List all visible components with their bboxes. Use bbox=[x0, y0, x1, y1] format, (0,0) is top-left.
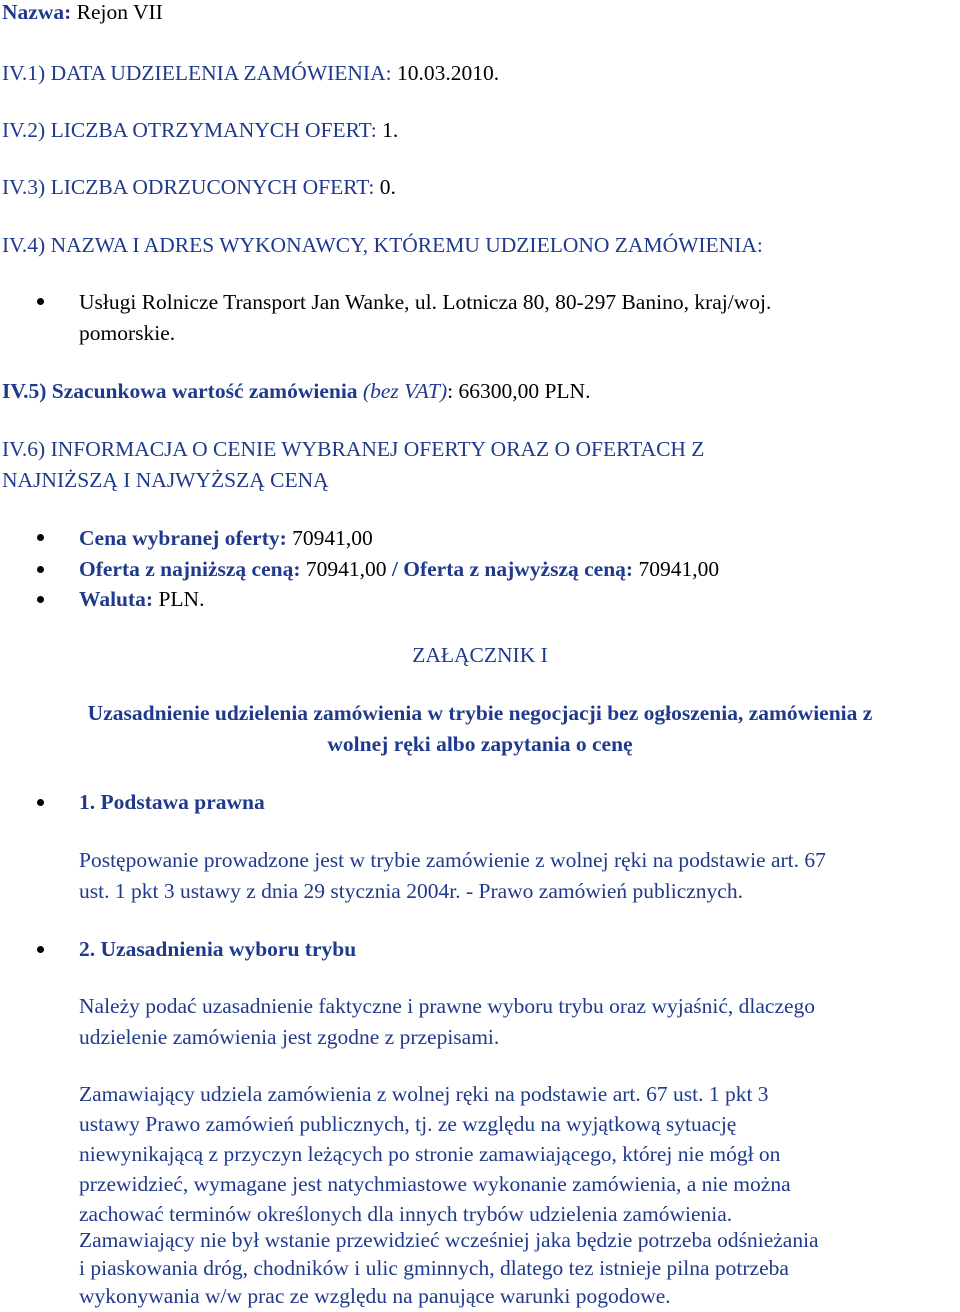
iv1-value: 10.03.2010. bbox=[396, 61, 500, 85]
bullet-icon bbox=[37, 534, 44, 541]
section2-para2-line: i piaskowania dróg, chodników i ulic gminnych, dlatego tez istnieje pilna potrzeba bbox=[79, 1256, 789, 1280]
bullet-icon bbox=[37, 596, 44, 603]
nazwa-value: Rejon VII bbox=[76, 0, 163, 24]
iv1-label: IV.1) DATA UDZIELENIA ZAMÓWIENIA: bbox=[2, 61, 392, 85]
oferty-line bbox=[79, 554, 719, 584]
najwyzsza-label: Oferta z najwyższą ceną: bbox=[403, 557, 634, 581]
waluta-label: Waluta: bbox=[79, 587, 154, 611]
iv4-address-line2: pomorskie. bbox=[79, 321, 176, 345]
cena-label: Cena wybranej oferty: bbox=[79, 526, 287, 550]
iv5-qualifier: (bez VAT) bbox=[362, 379, 448, 403]
cena-value: 70941,00 bbox=[292, 526, 373, 550]
section1-heading: 1. Podstawa prawna bbox=[79, 790, 265, 814]
bullet-icon bbox=[37, 566, 44, 573]
iv1-line bbox=[2, 58, 499, 88]
najwyzsza-value: 70941,00 bbox=[638, 557, 720, 581]
iv6-label-line1: IV.6) INFORMACJA O CENIE WYBRANEJ OFERTY ORAZ O OFERTACH Z bbox=[2, 437, 705, 461]
zalacznik-subtitle-line1: Uzasadnienie udzielenia zamówienia w trybie negocjacji bez ogłoszenia, zamówienia z bbox=[87, 701, 873, 725]
section2-para2-line: wykonywania w/w prac ze względu na panujące warunki pogodowe. bbox=[79, 1284, 671, 1308]
nazwa-label: Nazwa: bbox=[2, 0, 72, 24]
iv4-label: IV.4) NAZWA I ADRES WYKONAWCY, KTÓREMU UDZIELONO ZAMÓWIENIA: bbox=[2, 233, 763, 257]
section2-para2-line: przewidzieć, wymagane jest natychmiastowe wykonanie zamówienia, a nie można bbox=[79, 1172, 791, 1196]
nazwa-line bbox=[2, 0, 163, 27]
section2-para1-line2: udzielenie zamówienia jest zgodne z przepisami. bbox=[79, 1025, 500, 1049]
iv5-value: : 66300,00 PLN. bbox=[447, 379, 591, 403]
najnizsza-value: 70941,00 bbox=[305, 557, 387, 581]
iv2-line bbox=[2, 115, 398, 145]
section2-heading: 2. Uzasadnienia wyboru trybu bbox=[79, 937, 357, 961]
zalacznik-subtitle-line2: wolnej ręki albo zapytania o cenę bbox=[327, 732, 633, 756]
iv3-value: 0. bbox=[379, 175, 396, 199]
section2-para2-line: Zamawiający udziela zamówienia z wolnej ręki na podstawie art. 67 ust. 1 pkt 3 bbox=[79, 1082, 769, 1106]
waluta-value: PLN. bbox=[158, 587, 205, 611]
iv6-label-line2: NAJNIŻSZĄ I NAJWYŻSZĄ CENĄ bbox=[2, 468, 329, 492]
section2-para2-line: niewynikającą z przyczyn leżących po stronie zamawiającego, której nie mógł on bbox=[79, 1142, 781, 1166]
cena-line bbox=[79, 523, 373, 553]
waluta-line bbox=[79, 584, 204, 614]
section1-text-line2: ust. 1 pkt 3 ustawy z dnia 29 stycznia 2004r. - Prawo zamówień publicznych. bbox=[79, 879, 743, 903]
zalacznik-title: ZAŁĄCZNIK I bbox=[412, 643, 548, 667]
section2-para1-line1: Należy podać uzasadnienie faktyczne i prawne wyboru trybu oraz wyjaśnić, dlaczego bbox=[79, 994, 816, 1018]
iv3-line bbox=[2, 172, 396, 202]
section1-text-line1: Postępowanie prowadzone jest w trybie zamówienie z wolnej ręki na podstawie art. 67 bbox=[79, 848, 826, 872]
iv5-label: IV.5) Szacunkowa wartość zamówienia bbox=[2, 379, 358, 403]
iv5-line bbox=[2, 376, 590, 406]
section2-para2-line: ustawy Prawo zamówień publicznych, tj. ze względu na wyjątkową sytuację bbox=[79, 1112, 737, 1136]
section2-para2-line: zachować terminów określonych dla innych trybów udzielenia zamówienia. bbox=[79, 1202, 733, 1226]
iv2-value: 1. bbox=[382, 118, 399, 142]
iv4-address-line1: Usługi Rolnicze Transport Jan Wanke, ul. Lotnicza 80, 80-297 Banino, kraj/woj. bbox=[79, 290, 772, 314]
bullet-icon bbox=[37, 946, 44, 953]
najnizsza-label: Oferta z najniższą ceną: bbox=[79, 557, 301, 581]
bullet-icon bbox=[37, 799, 44, 806]
section2-para2-line: Zamawiający nie był wstanie przewidzieć wcześniej jaka będzie potrzeba odśnieżania bbox=[79, 1228, 819, 1252]
bullet-icon bbox=[37, 298, 44, 305]
separator: / bbox=[391, 557, 398, 581]
iv3-label: IV.3) LICZBA ODRZUCONYCH OFERT: bbox=[2, 175, 375, 199]
iv2-label: IV.2) LICZBA OTRZYMANYCH OFERT: bbox=[2, 118, 377, 142]
